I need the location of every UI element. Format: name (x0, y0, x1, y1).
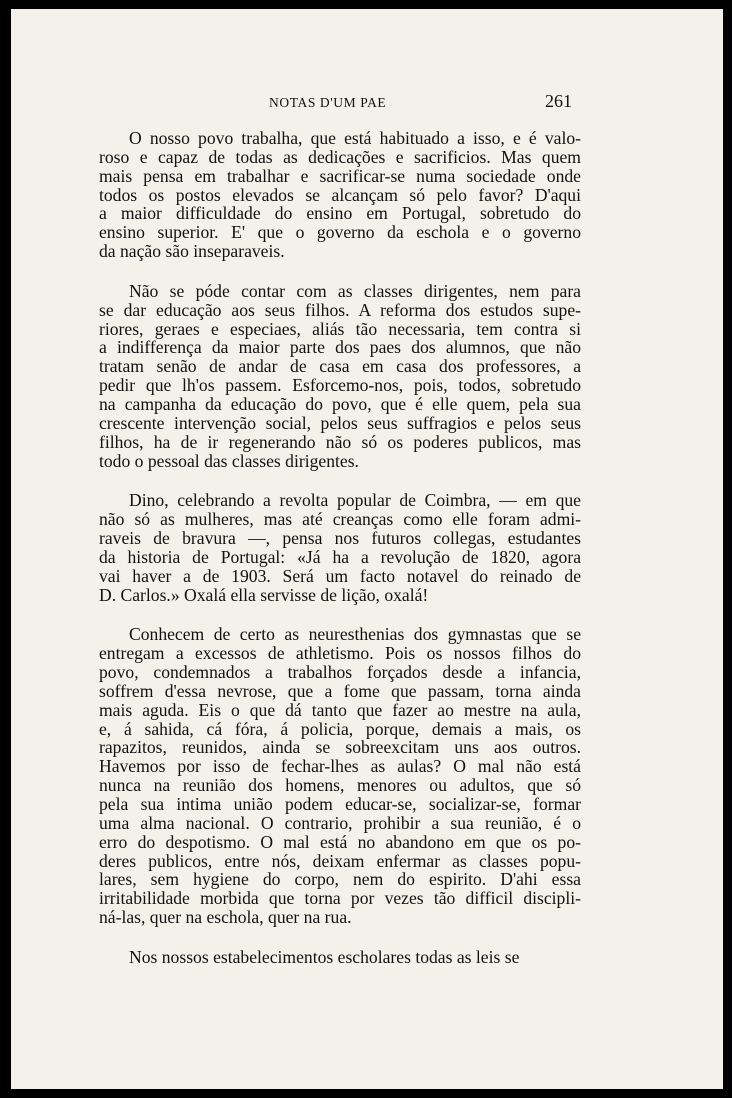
text-line: na campanha da educação do povo, que é elle quem, pela sua (99, 393, 581, 414)
body-text (99, 129, 581, 988)
text-line: todo o pessoal das classes dirigentes. (99, 450, 359, 471)
text-line: O nosso povo trabalha, que está habituado a isso, e é valo- (129, 128, 581, 148)
text-line: povo, condemnados a trabalhos forçados desde a infancia, (99, 662, 581, 683)
text-line: da nação são inseparaveis. (99, 241, 285, 262)
text-line: todos os postos elevados se alcançam só pelo favor? D'aqui (99, 184, 581, 205)
text-line: soffrem d'essa nevrose, que a fome que passam, torna ainda (99, 680, 581, 701)
running-title: NOTAS D'UM PAE (269, 95, 387, 110)
text-line: deres publicos, entre nós, deixam enfermar as classes popu- (99, 850, 581, 871)
text-line: a indifferença da maior parte dos paes dos alumnos, que não (99, 337, 581, 358)
text-line: ná-las, quer na eschola, quer na rua. (99, 907, 352, 928)
text-line: erro do despotismo. O mal está no abandono em que os po- (99, 831, 581, 852)
text-line: Nos nossos estabelecimentos escholares todas as leis se (129, 946, 520, 967)
text-line: pela sua intima união podem educar-se, socializar-se, formar (99, 794, 581, 814)
text-line: Dino, celebrando a revolta popular de Coimbra, — em que (129, 490, 581, 511)
text-line: irritabilidade morbida que torna por vezes tão difficil discipli- (99, 888, 581, 909)
text-line: filhos, ha de ir regenerando não só os poderes publicos, mas (99, 431, 581, 452)
text-line: e, á sahida, cá fóra, á policia, porque, demais a mais, os (99, 718, 581, 739)
text-line: Não se póde contar com as classes dirigentes, nem para (129, 280, 581, 301)
text-line: se dar educação aos seus filhos. A reforma dos estudos supe- (99, 299, 581, 320)
text-line: rapazitos, reunidos, ainda se sobreexcitam uns aos outros. (99, 737, 581, 758)
page-header (11, 91, 723, 115)
text-line: entregam a excessos de athletismo. Pois os nossos filhos do (99, 643, 581, 664)
text-line: nunca na reunião dos homens, menores ou adultos, que só (99, 775, 581, 796)
text-line: mais pensa em trabalhar e sacrificar-se numa sociedade onde (99, 165, 581, 186)
paragraph (99, 948, 581, 967)
text-line: raveis de bravura —, pensa nos futuros collegas, estudantes (99, 528, 581, 549)
text-line: riores, geraes e especiaes, aliás tão necessaria, tem contra si (99, 318, 581, 339)
page-number: 261 (545, 91, 572, 111)
book-page (10, 8, 724, 1090)
paragraph (99, 282, 581, 470)
text-line: da historia de Portugal: «Já ha a revolução de 1820, agora (99, 546, 581, 567)
text-line: não só as mulheres, mas até creanças como elle foram admi- (99, 509, 581, 530)
text-line: ensino superior. E' que o governo da eschola e o governo (99, 222, 581, 243)
text-line: a maior difficuldade do ensino em Portugal, sobretudo do (99, 203, 581, 224)
text-line: tratam senão de andar de casa em casa dos professores, a (99, 356, 581, 377)
text-line: Havemos por isso de fechar-lhes as aulas? O mal não está (99, 756, 581, 777)
text-line: lares, sem hygiene do corpo, nem do espirito. D'ahi essa (99, 869, 581, 890)
paragraph (99, 625, 581, 927)
text-line: D. Carlos.» Oxalá ella servisse de lição, oxalá! (99, 584, 429, 605)
text-line: vai haver a de 1903. Será um facto notavel do reinado de (99, 565, 581, 586)
text-line: mais aguda. Eis o que dá tanto que fazer ao mestre na aula, (99, 699, 581, 720)
text-line: uma alma nacional. O contrario, prohibir a sua reunião, é o (99, 812, 581, 833)
text-line: Conhecem de certo as neuresthenias dos gymnastas que se (129, 624, 581, 645)
paragraph (99, 491, 581, 604)
paragraph (99, 129, 581, 261)
text-line: crescente intervenção social, pelos seus suffragios e pelos seus (99, 412, 581, 433)
text-line: roso e capaz de todas as dedicações e sacrificios. Mas quem (99, 146, 581, 167)
text-line: pedir que lh'os passem. Esforcemo-nos, pois, todos, sobretudo (99, 375, 581, 396)
